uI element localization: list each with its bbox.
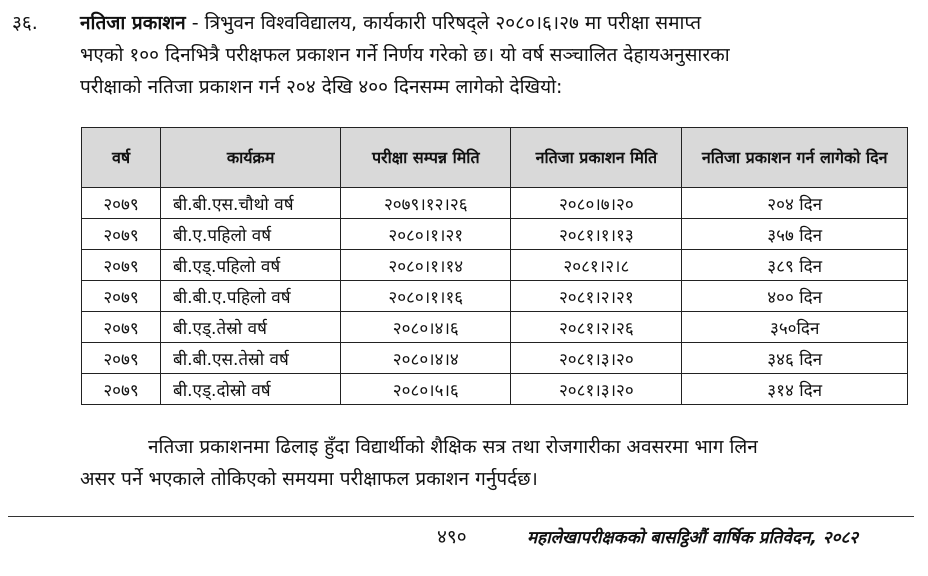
cell-result-date: २०८१।२।८ <box>511 250 682 281</box>
cell-program: बी.ए.पहिलो वर्ष <box>161 219 341 250</box>
cell-exam-date: २०८०।४।४ <box>341 343 511 374</box>
cell-days: ४०० दिन <box>682 281 908 312</box>
cell-result-date: २०८१।३।२० <box>511 343 682 374</box>
section-heading: नतिजा प्रकाशन <box>80 12 186 34</box>
cell-result-date: २०८१।३।२० <box>511 374 682 405</box>
cell-result-date: २०८१।२।२६ <box>511 312 682 343</box>
cell-days: ३१४ दिन <box>682 374 908 405</box>
cell-program: बी.बी.ए.पहिलो वर्ष <box>161 281 341 312</box>
cell-result-date: २०८१।१।१३ <box>511 219 682 250</box>
page-number: ४९० <box>437 526 467 548</box>
cell-result-date: २०८०।७।२० <box>511 188 682 219</box>
cell-program: बी.एड्.दोस्रो वर्ष <box>161 374 341 405</box>
footer-divider <box>8 516 914 517</box>
table-header-row <box>82 128 908 188</box>
cell-days: ३५०दिन <box>682 312 908 343</box>
cell-exam-date: २०८०।१।१४ <box>341 250 511 281</box>
header-exam-date: परीक्षा सम्पन्न मिति <box>341 128 511 188</box>
cell-exam-date: २०८०।१।१६ <box>341 281 511 312</box>
cell-days: २०४ दिन <box>682 188 908 219</box>
paragraph-line-1-text: - त्रिभुवन विश्वविद्यालय, कार्यकारी परिषद्ले २०८०।६।२७ मा परीक्षा समाप्त <box>185 12 702 34</box>
cell-days: ३५७ दिन <box>682 219 908 250</box>
results-table <box>81 127 908 405</box>
cell-year: २०७९ <box>82 250 161 281</box>
cell-days: ३८९ दिन <box>682 250 908 281</box>
cell-exam-date: २०८०।१।२१ <box>341 219 511 250</box>
cell-days: ३४६ दिन <box>682 343 908 374</box>
cell-result-date: २०८१।२।२१ <box>511 281 682 312</box>
cell-program: बी.बी.एस.चौथो वर्ष <box>161 188 341 219</box>
cell-exam-date: २०८०।५।६ <box>341 374 511 405</box>
paragraph-line-1 <box>80 8 701 38</box>
closing-line-2: असर पर्ने भएकाले तोकिएको समयमा परीक्षाफल प्रकाशन गर्नुपर्दछ। <box>80 468 538 490</box>
table-row <box>82 250 908 281</box>
cell-exam-date: २०७९।१२।२६ <box>341 188 511 219</box>
table-row <box>82 374 908 405</box>
table-row <box>82 343 908 374</box>
closing-line-1: नतिजा प्रकाशनमा ढिलाइ हुँदा विद्यार्थीको शैक्षिक सत्र तथा रोजगारीका अवसरमा भाग लिन <box>148 436 758 458</box>
cell-year: २०७९ <box>82 374 161 405</box>
report-title: महालेखापरीक्षकको बासट्ठिऔं वार्षिक प्रतिवेदन, २०८२ <box>527 528 859 548</box>
cell-year: २०७९ <box>82 343 161 374</box>
cell-year: २०७९ <box>82 219 161 250</box>
paragraph-line-3: परीक्षाको नतिजा प्रकाशन गर्न २०४ देखि ४०० दिनसम्म लागेको देखियो: <box>80 76 563 98</box>
table-row <box>82 312 908 343</box>
cell-program: बी.एड्.तेस्रो वर्ष <box>161 312 341 343</box>
section-number: ३६. <box>12 12 38 34</box>
cell-year: २०७९ <box>82 188 161 219</box>
cell-year: २०७९ <box>82 281 161 312</box>
header-days: नतिजा प्रकाशन गर्न लागेको दिन <box>682 128 908 188</box>
cell-program: बी.एड्.पहिलो वर्ष <box>161 250 341 281</box>
cell-exam-date: २०८०।४।६ <box>341 312 511 343</box>
table-row <box>82 219 908 250</box>
paragraph-line-2: भएको १०० दिनभित्रै परीक्षफल प्रकाशन गर्ने निर्णय गरेको छ। यो वर्ष सञ्चालित देहायअनुसारका <box>80 44 730 66</box>
header-program: कार्यक्रम <box>161 128 341 188</box>
cell-year: २०७९ <box>82 312 161 343</box>
table-row <box>82 281 908 312</box>
header-year: वर्ष <box>82 128 161 188</box>
cell-program: बी.बी.एस.तेस्रो वर्ष <box>161 343 341 374</box>
table-row <box>82 188 908 219</box>
header-result-date: नतिजा प्रकाशन मिति <box>511 128 682 188</box>
